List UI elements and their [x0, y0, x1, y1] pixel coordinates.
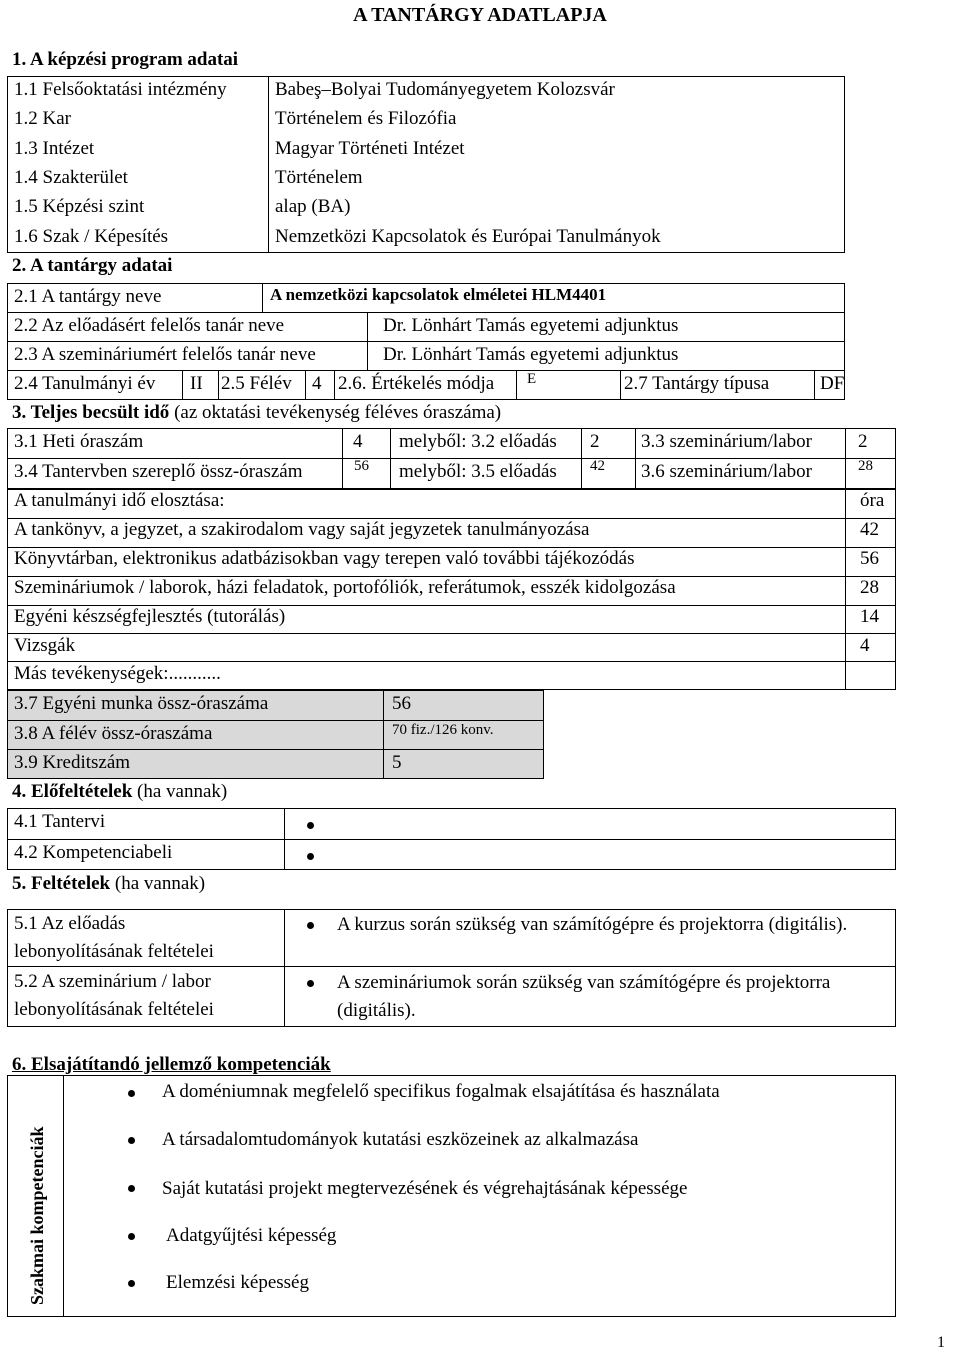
s1-value-4: Történelem [275, 167, 363, 188]
s1-label-6: 1.6 Szak / Képesítés [14, 226, 169, 247]
total-seminar-value: 28 [858, 458, 873, 474]
dist-row-label: Vizsgák [14, 635, 76, 656]
credits-label: 3.9 Kreditszám [14, 752, 131, 773]
lecture-teacher-value: Dr. Lönhárt Tamás egyetemi adjunktus [383, 315, 679, 336]
bullet-icon [307, 853, 314, 860]
section-5-heading: 5. Feltételek (ha vannak) [12, 873, 206, 894]
subject-name-value: A nemzetközi kapcsolatok elméletei HLM4401 [270, 285, 607, 304]
s1-label-3: 1.3 Intézet [14, 138, 95, 159]
s1-value-6: Nemzetközi Kapcsolatok és Európai Tanulmányok [275, 226, 661, 247]
section-6-heading: 6. Elsajátítandó jellemző kompetenciák [12, 1054, 331, 1075]
seminar-conditions-value: (digitális). [337, 1000, 416, 1021]
section-3-heading: 3. Teljes becsült idő (az oktatási tevékenység féléves óraszáma) [12, 402, 502, 423]
subject-name-label: 2.1 A tantárgy neve [14, 286, 162, 307]
s1-value-5: alap (BA) [275, 196, 351, 217]
bullet-icon [307, 922, 314, 929]
study-year-value: II [190, 373, 203, 394]
s1-label-4: 1.4 Szakterület [14, 167, 128, 188]
seminar-teacher-label: 2.3 A szemináriumért felelős tanár neve [14, 344, 316, 365]
subject-type-value: DF [820, 373, 845, 394]
seminar-conditions-value: A szemináriumok során szükség van számítógépre és projektorra [337, 972, 831, 993]
prereq-curricular-label: 4.1 Tantervi [14, 811, 106, 832]
weekly-hours-label: 3.1 Heti óraszám [14, 431, 144, 452]
document-title: A TANTÁRGY ADATLAPJA [353, 4, 607, 26]
individual-work-label: 3.7 Egyéni munka össz-óraszáma [14, 693, 269, 714]
weekly-lecture-value: 2 [590, 431, 600, 452]
dist-row-value: 56 [860, 548, 879, 569]
weekly-hours-value: 4 [353, 431, 363, 452]
section-1-heading: 1. A képzési program adatai [12, 49, 239, 70]
dist-row-label: Szemináriumok / laborok, házi feladatok, portofóliók, referátumok, esszék kidolgozása [14, 577, 676, 598]
total-seminar-label: 3.6 szeminárium/labor [641, 461, 812, 482]
seminar-teacher-value: Dr. Lönhárt Tamás egyetemi adjunktus [383, 344, 679, 365]
s1-label-1: 1.1 Felsőoktatási intézmény [14, 79, 227, 100]
lecture-conditions-label: 5.1 Az előadás [14, 913, 126, 934]
dist-row-value: 42 [860, 519, 879, 540]
evaluation-label: 2.6. Értékelés módja [338, 373, 495, 394]
seminar-conditions-label: 5.2 A szeminárium / labor [14, 971, 211, 992]
weekly-seminar-value: 2 [858, 431, 868, 452]
total-lecture-value: 42 [590, 458, 605, 474]
professional-competences-label: Szakmai kompetenciák [27, 1126, 47, 1305]
dist-row-label: Könyvtárban, elektronikus adatbázisokban vagy terepen való további tájékozódás [14, 548, 635, 569]
bullet-icon [128, 1185, 135, 1192]
total-hours-value: 56 [354, 458, 369, 474]
semester-total-value: 70 fiz./126 konv. [392, 722, 494, 738]
prereq-competence-label: 4.2 Kompetenciabeli [14, 842, 173, 863]
bullet-icon [128, 1090, 135, 1097]
dist-row-label: Egyéni készségfejlesztés (tutorálás) [14, 606, 286, 627]
page-number: 1 [937, 1334, 945, 1351]
s1-value-1: Babeş–Bolyai Tudományegyetem Kolozsvár [275, 79, 615, 100]
subject-type-label: 2.7 Tantárgy típusa [624, 373, 770, 394]
distribution-label: A tanulmányi idő elosztása: [14, 490, 225, 511]
competence-item: Adatgyűjtési képesség [166, 1225, 337, 1246]
lecture-conditions-value: A kurzus során szükség van számítógépre és projektorra (digitális). [337, 914, 848, 935]
section-4-heading: 4. Előfeltételek (ha vannak) [12, 781, 228, 802]
individual-work-value: 56 [392, 693, 411, 714]
bullet-icon [128, 1233, 135, 1240]
bullet-icon [307, 980, 314, 987]
s1-value-2: Történelem és Filozófia [275, 108, 457, 129]
dist-row-value: 4 [860, 635, 870, 656]
credits-value: 5 [392, 752, 402, 773]
dist-row-value: 14 [860, 606, 879, 627]
dist-row-label: A tankönyv, a jegyzet, a szakirodalom vagy saját jegyzetek tanulmányozása [14, 519, 590, 540]
dist-row-label: Más tevékenységek:........... [14, 663, 221, 684]
competence-item: Elemzési képesség [166, 1272, 309, 1293]
study-year-label: 2.4 Tanulmányi év [14, 373, 156, 394]
distribution-unit: óra [860, 490, 885, 511]
total-hours-label: 3.4 Tantervben szereplő össz-óraszám [14, 461, 303, 482]
seminar-conditions-label: lebonyolításának feltételei [14, 999, 214, 1020]
s1-label-2: 1.2 Kar [14, 108, 71, 129]
section-2-heading: 2. A tantárgy adatai [12, 255, 173, 276]
s1-label-5: 1.5 Képzési szint [14, 196, 145, 217]
weekly-seminar-label: 3.3 szeminárium/labor [641, 431, 812, 452]
dist-row-value: 28 [860, 577, 879, 598]
total-lecture-label: melyből: 3.5 előadás [399, 461, 557, 482]
semester-total-label: 3.8 A félév össz-óraszáma [14, 723, 213, 744]
evaluation-value: E [527, 371, 537, 387]
semester-label: 2.5 Félév [221, 373, 292, 394]
bullet-icon [307, 822, 314, 829]
competence-item: Saját kutatási projekt megtervezésének és végrehajtásának képessége [162, 1178, 688, 1199]
lecture-conditions-label: lebonyolításának feltételei [14, 941, 214, 962]
lecture-teacher-label: 2.2 Az előadásért felelős tanár neve [14, 315, 285, 336]
weekly-lecture-label: melyből: 3.2 előadás [399, 431, 557, 452]
bullet-icon [128, 1137, 135, 1144]
s1-value-3: Magyar Történeti Intézet [275, 138, 465, 159]
bullet-icon [128, 1280, 135, 1287]
competence-item: A társadalomtudományok kutatási eszközeinek az alkalmazása [162, 1129, 639, 1150]
competence-item: A doméniumnak megfelelő specifikus fogalmak elsajátítása és használata [162, 1081, 720, 1102]
semester-value: 4 [312, 373, 322, 394]
